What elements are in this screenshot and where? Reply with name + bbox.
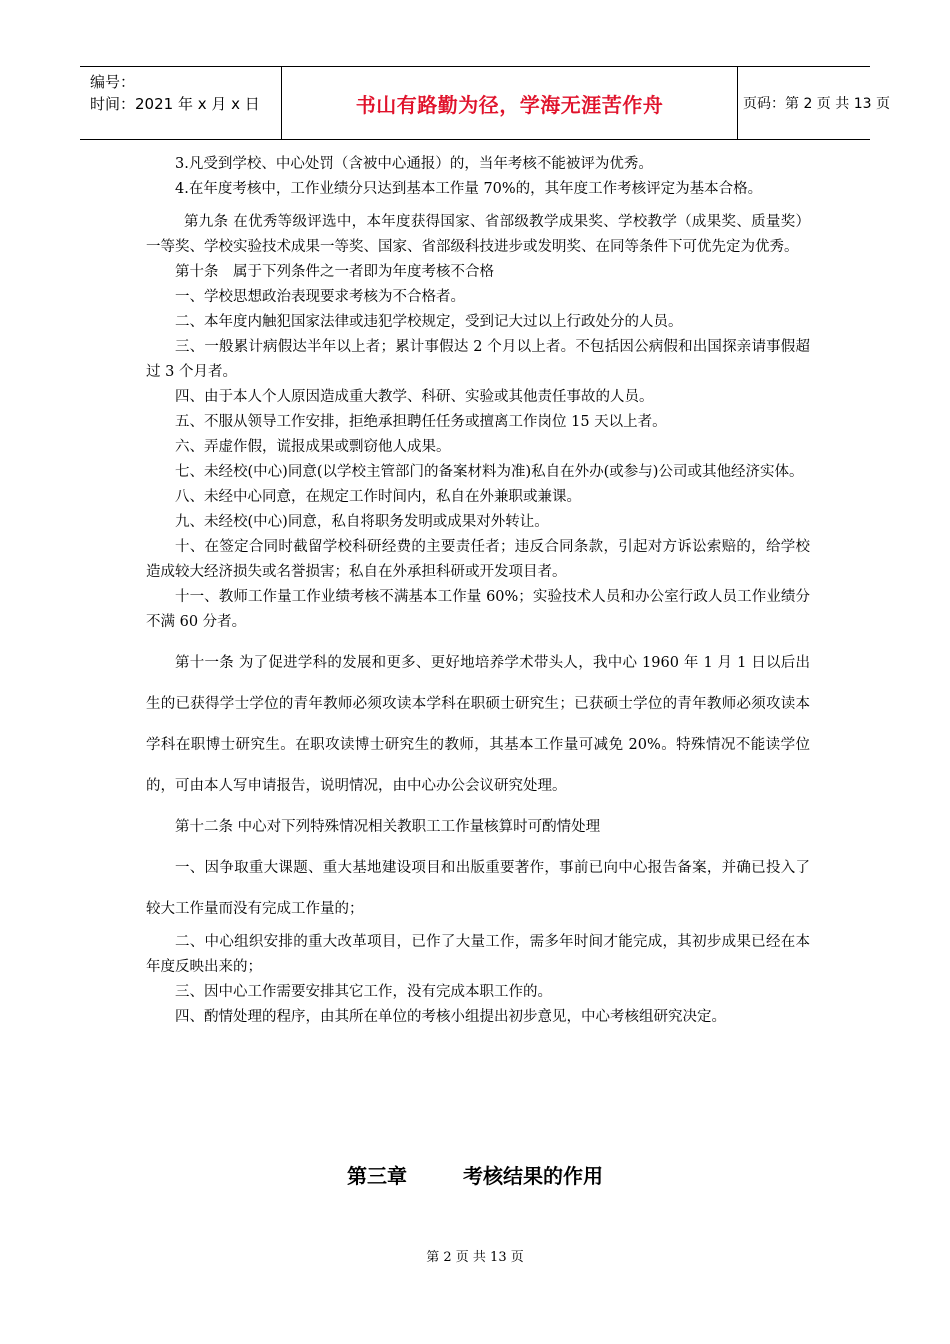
paragraph: 4.在年度考核中，工作业绩分只达到基本工作量 70%的，其年度工作考核评定为基本合格。	[175, 181, 763, 197]
list-item: 四、酌情处理的程序，由其所在单位的考核小组提出初步意见，中心考核组研究决定。	[175, 1009, 726, 1025]
page-footer: 第 2 页 共 13 页	[426, 1250, 524, 1265]
article-10-heading: 第十条 属于下列条件之一者即为年度考核不合格	[175, 264, 494, 280]
list-item: 五、不服从领导工作安排，拒绝承担聘任任务或擅离工作岗位 15 天以上者。	[175, 414, 667, 430]
chapter-title: 考核结果的作用	[463, 1164, 603, 1188]
page-header	[80, 66, 890, 140]
list-item: 二、本年度内触犯国家法律或违犯学校规定，受到记大过以上行政处分的人员。	[175, 314, 683, 330]
chapter-heading	[0, 1160, 950, 1189]
document-date: 时间：2021 年 x 月 x 日	[90, 95, 260, 113]
list-item: 三、因中心工作需要安排其它工作，没有完成本职工作的。	[175, 984, 552, 1000]
list-item: 二、中心组织安排的重大改革项目，已作了大量工作，需多年时间才能完成，其初步成果已经在本年度反映出来的；	[146, 934, 810, 975]
article-12-heading: 第十二条 中心对下列特殊情况相关教职工工作量核算时可酌情处理	[175, 819, 601, 835]
document-body	[146, 152, 810, 1030]
header-page-info: 页码：第 2 页 共 13 页	[743, 96, 890, 112]
list-item: 四、由于本人个人原因造成重大教学、科研、实验或其他责任事故的人员。	[175, 389, 654, 405]
header-motto: 书山有路勤为径，学海无涯苦作舟	[355, 92, 664, 117]
chapter-number: 第三章	[347, 1164, 407, 1188]
header-motto-cell	[281, 67, 738, 139]
header-meta	[80, 67, 280, 139]
list-item: 十、在签定合同时截留学校科研经费的主要责任者；违反合同条款，引起对方诉讼索赔的，给学校造成较大经济损失或名誉损害；私自在外承担科研或开发项目者。	[146, 539, 810, 580]
document-number-label: 编号：	[90, 73, 136, 91]
list-item: 八、未经中心同意，在规定工作时间内，私自在外兼职或兼课。	[175, 489, 581, 505]
list-item: 一、因争取重大课题、重大基地建设项目和出版重要著作，事前已向中心报告备案，并确已投入了较大工作量而没有完成工作量的；	[146, 860, 810, 917]
list-item: 一、学校思想政治表现要求考核为不合格者。	[175, 289, 465, 305]
list-item: 十一、教师工作量工作业绩考核不满基本工作量 60%；实验技术人员和办公室行政人员工作业绩分不满 60 分者。	[146, 589, 810, 630]
list-item: 六、弄虚作假，谎报成果或剽窃他人成果。	[175, 439, 451, 455]
list-item: 三、一般累计病假达半年以上者；累计事假达 2 个月以上者。不包括因公病假和出国探亲请事假超过 3 个月者。	[146, 339, 810, 380]
article-9: 第九条 在优秀等级评选中，本年度获得国家、省部级教学成果奖、学校教学（成果奖、质量奖）一等奖、学校实验技术成果一等奖、国家、省部级科技进步或发明奖、在同等条件下可优先定为优秀。	[146, 214, 810, 255]
article-11: 第十一条 为了促进学科的发展和更多、更好地培养学术带头人，我中心 1960 年 1 月 1 日以后出生的已获得学士学位的青年教师必须攻读本学科在职硕士研究生；已获硕士学位的青年教师必须攻读本学科在职博士研究生。在职攻读博士研究生的教师，其基本工作量可减免 20%。特殊情况不能读学位的，可由本人写申请报告，说明情况，由中心办公会议研究处理。	[146, 655, 810, 794]
list-item: 九、未经校(中心)同意，私自将职务发明或成果对外转让。	[175, 514, 549, 530]
list-item: 七、未经校(中心)同意(以学校主管部门的备案材料为准)私自在外办(或参与)公司或其他经济实体。	[175, 464, 804, 480]
paragraph: 3.凡受到学校、中心处罚（含被中心通报）的，当年考核不能被评为优秀。	[175, 156, 653, 172]
